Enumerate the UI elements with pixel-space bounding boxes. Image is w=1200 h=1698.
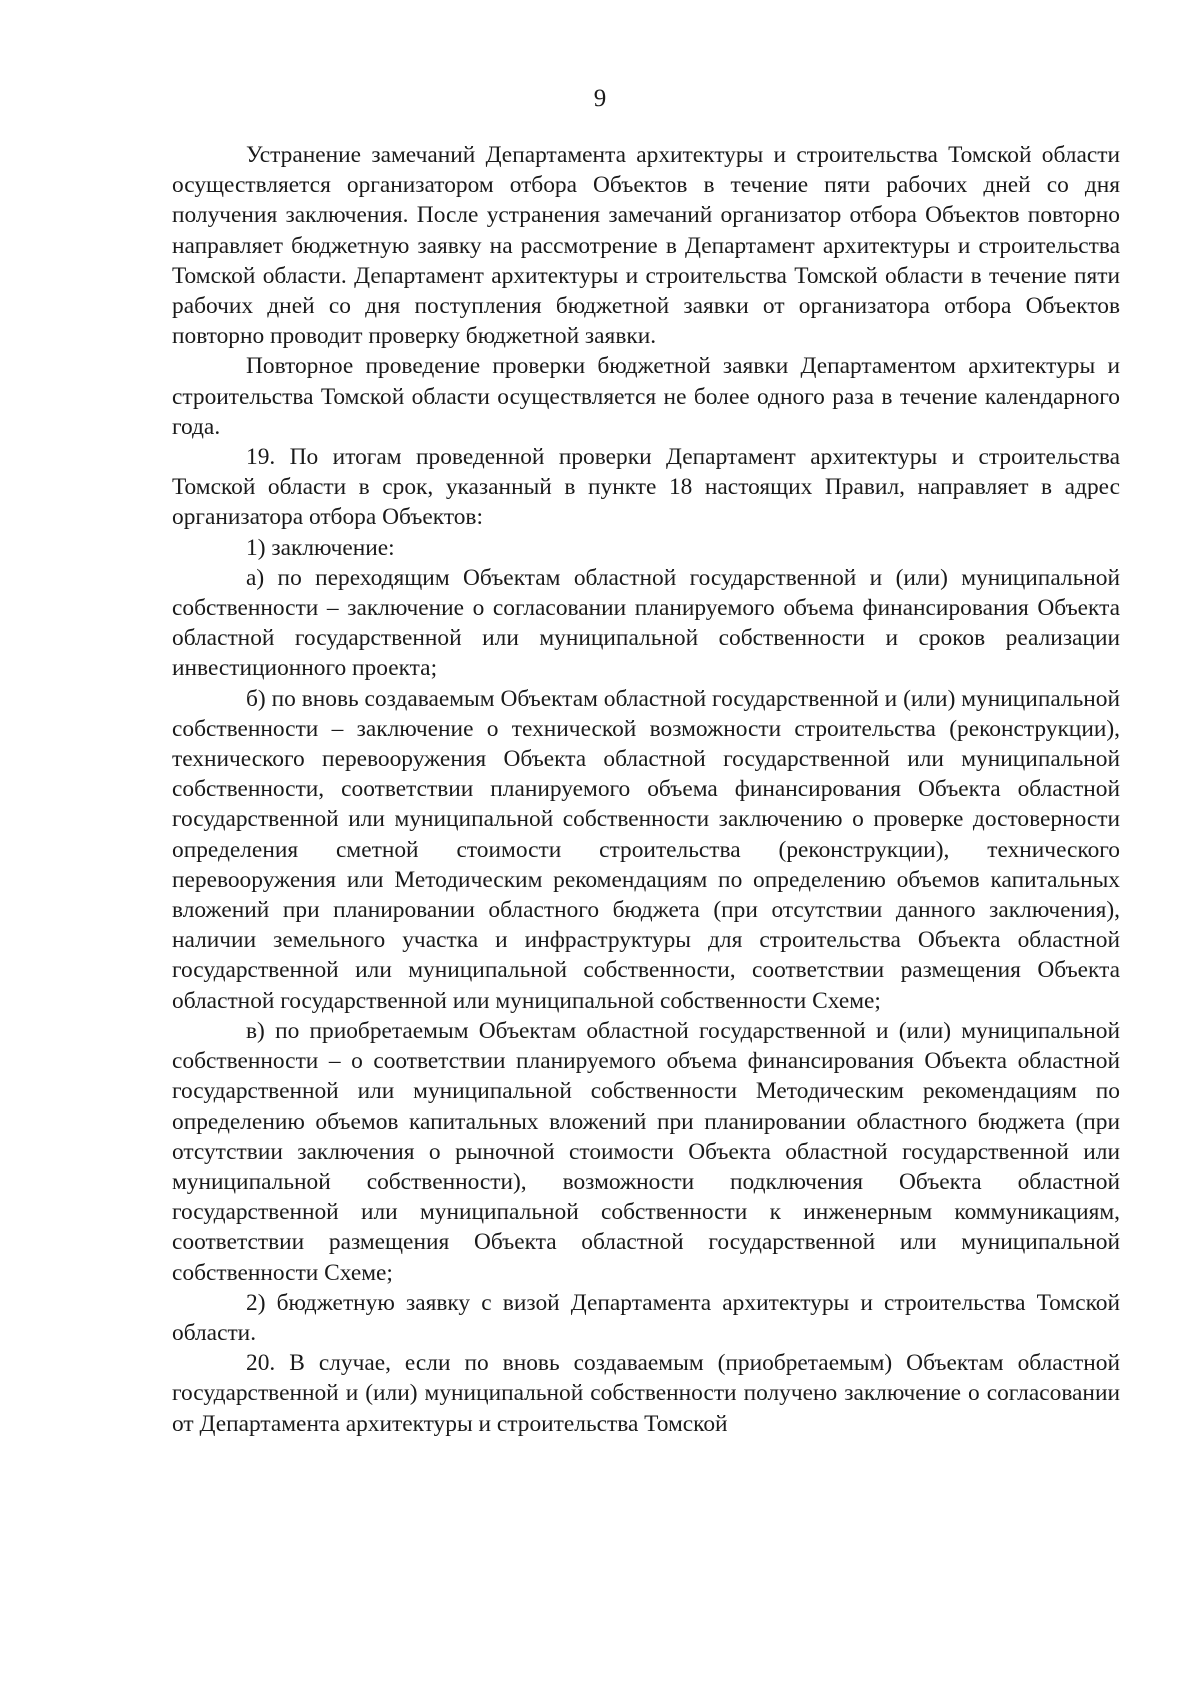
paragraph-subitem-2: 2) бюджетную заявку с визой Департамента архитектуры и строительства Томской области. bbox=[172, 1289, 1120, 1346]
paragraph-subitem-1: 1) заключение: bbox=[246, 534, 395, 561]
paragraph-remarks-elimination: Устранение замечаний Департамента архитектуры и строительства Томской области осуществляется организатором отбора Объектов в течение пяти рабочих дней со дня получения заключения. После устранения замечаний организатор отбора Объектов повторно направляет бюджетную заявку на рассмотрение в Департамент архитектуры и строительства Томской области. Департамент архитектуры и строительства Томской области в течение пяти рабочих дней со дня поступления бюджетной заявки от организатора отбора Объектов повторно проводит проверку бюджетной заявки. bbox=[172, 142, 1120, 350]
document-body bbox=[172, 140, 1120, 1439]
paragraph-repeat-check: Повторное проведение проверки бюджетной заявки Департаментом архитектуры и строительства Томской области осуществляется не более одного раза в течение календарного года. bbox=[172, 353, 1120, 440]
paragraph-subitem-b: б) по вновь создаваемым Объектам областной государственной и (или) муниципальной собственности – заключение о технической возможности строительства (реконструкции), технического перевооружения Объекта областной государственной или муниципальной собственности, соответствии планируемого объема финансирования Объекта областной государственной или муниципальной собственности заключению о проверке достоверности определения сметной стоимости строительства (реконструкции), технического перевооружения или Методическим рекомендациям по определению объемов капитальных вложений при планировании областного бюджета (при отсутствии данного заключения), наличии земельного участка и инфраструктуры для строительства Объекта областной государственной или муниципальной собственности, соответствии размещения Объекта областной государственной или муниципальной собственности Схеме; bbox=[172, 685, 1120, 1014]
page-number: 9 bbox=[593, 85, 607, 112]
paragraph-item-20: 20. В случае, если по вновь создаваемым (приобретаемым) Объектам областной государственной и (или) муниципальной собственности получено заключение о согласовании от Департамента архитектуры и строительства Томской bbox=[172, 1350, 1120, 1437]
paragraph-subitem-v: в) по приобретаемым Объектам областной государственной и (или) муниципальной собственности – о соответствии планируемого объема финансирования Объекта областной государственной или муниципальной собственности Методическим рекомендациям по определению объемов капитальных вложений при планировании областного бюджета (при отсутствии заключения о рыночной стоимости Объекта областной государственной или муниципальной собственности), возможности подключения Объекта областной государственной или муниципальной собственности к инженерным коммуникациям, соответствии размещения Объекта областной государственной или муниципальной собственности Схеме; bbox=[172, 1017, 1120, 1286]
paragraph-subitem-a: а) по переходящим Объектам областной государственной и (или) муниципальной собственности – заключение о согласовании планируемого объема финансирования Объекта областной государственной или муниципальной собственности и сроков реализации инвестиционного проекта; bbox=[172, 564, 1120, 682]
paragraph-item-19: 19. По итогам проведенной проверки Департамент архитектуры и строительства Томской области в срок, указанный в пункте 18 настоящих Правил, направляет в адрес организатора отбора Объектов: bbox=[172, 444, 1120, 531]
